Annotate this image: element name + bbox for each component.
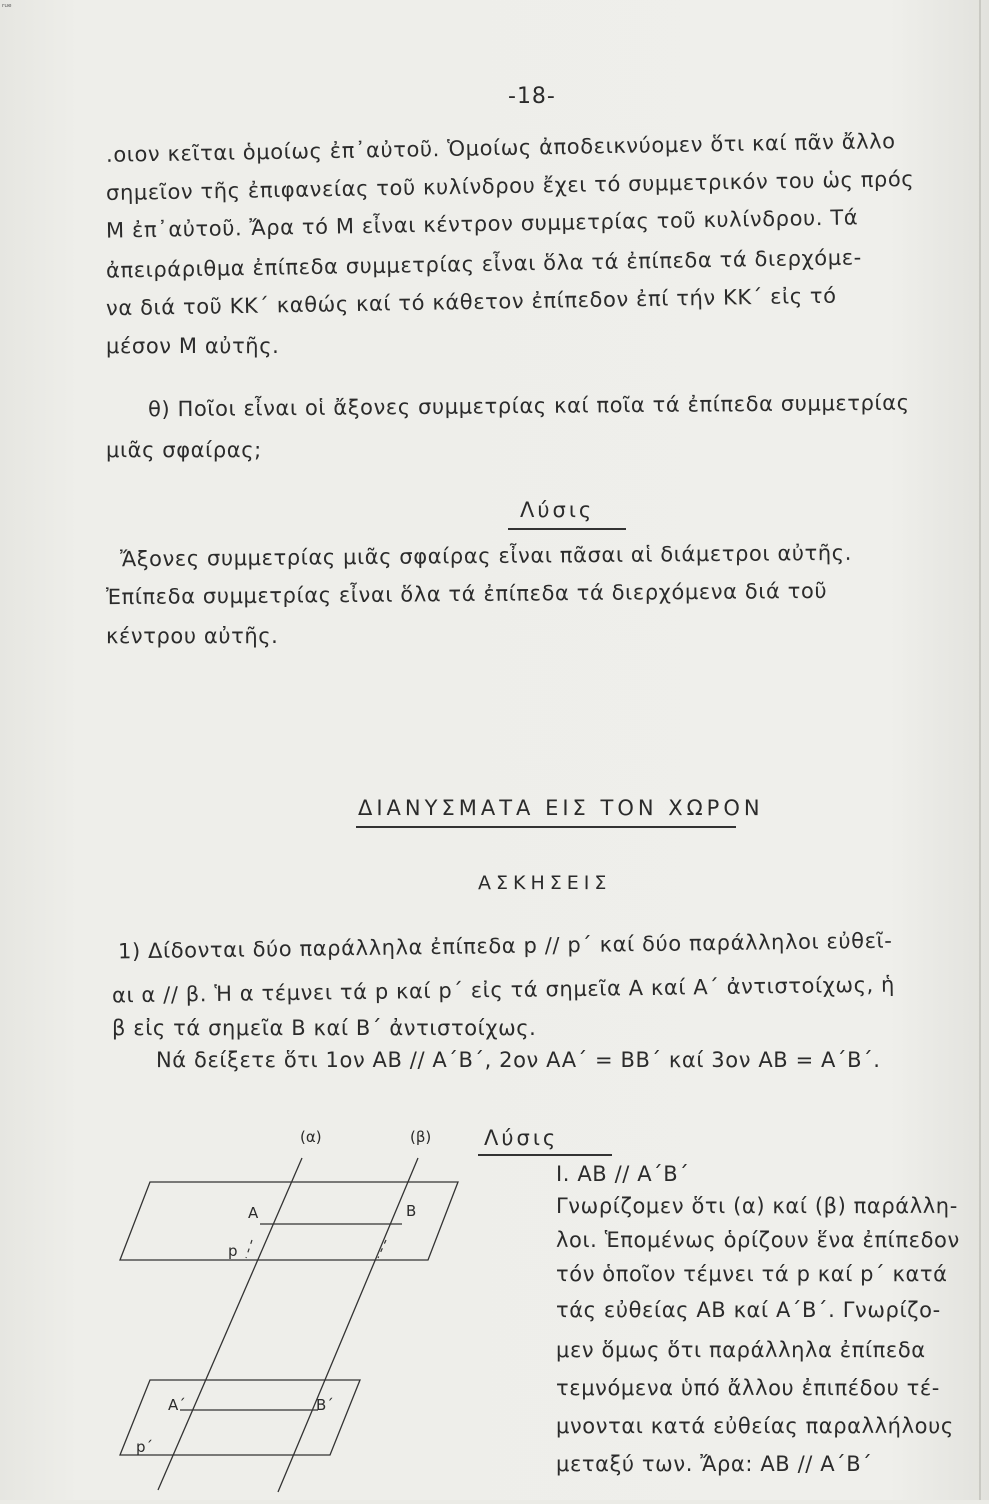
solution-1-heading-underline xyxy=(478,1154,612,1156)
line-b-label: (β) xyxy=(410,1128,432,1146)
text-line: Νά δείξετε ὅτι 1ον AB // A΄B΄, 2ον AA΄ = BB΄ καί 3ον AB = A΄B΄. xyxy=(156,1048,881,1072)
text-line: μεν ὅμως ὅτι παράλληλα ἐπίπεδα xyxy=(556,1338,926,1362)
page-edge-shadow xyxy=(979,0,981,1500)
chapter-title: ΔΙΑΝΥΣΜΑΤΑ ΕΙΣ ΤΟΝ ΧΩΡΟΝ xyxy=(358,796,764,820)
text-line: .οιον κεῖται ὁμοίως ἐπ᾽αὐτοῦ. Ὁμοίως ἀποδεικνύομεν ὅτι καί πᾶν ἄλλο xyxy=(105,129,896,167)
text-line: ἀπειράριθμα ἐπίπεδα συμμετρίας εἶναι ὅλα τά ἐπίπεδα τά διερχόμε- xyxy=(105,245,863,283)
plane-p-prime-label: p΄ xyxy=(136,1438,154,1456)
text-line: κέντρου αὐτῆς. xyxy=(106,624,279,648)
point-b-label: B xyxy=(406,1202,417,1220)
text-line: μεταξύ των. Ἄρα: AB // A΄B΄ xyxy=(556,1452,873,1476)
text-line: σημεῖον τῆς ἐπιφανείας τοῦ κυλίνδρου ἔχει τό συμμετρικόν του ὡς πρός xyxy=(105,166,915,206)
chapter-title-underline xyxy=(356,826,736,828)
text-line: Ἄξονες συμμετρίας μιᾶς σφαίρας εἶναι πᾶσαι αἱ διάμετροι αὐτῆς. xyxy=(119,540,853,572)
figure-svg xyxy=(110,1120,490,1500)
solution-heading: Λύσις xyxy=(520,498,595,522)
text-line: μέσον M αὐτῆς. xyxy=(106,334,280,358)
text-line: β εἰς τά σημεῖα B καί B΄ ἀντιστοίχως. xyxy=(112,1016,537,1040)
solution-1-heading: Λύσις xyxy=(484,1126,559,1150)
line-a-label: (α) xyxy=(300,1128,322,1146)
exercises-title: ΑΣΚΗΣΕΙΣ xyxy=(478,872,612,894)
parallel-planes-figure xyxy=(110,1120,490,1500)
plane-p-label: p xyxy=(228,1242,238,1260)
text-line: τάς εὐθείας AB καί A΄B΄. Γνωρίζο- xyxy=(556,1298,941,1322)
plane-p-prime-outline xyxy=(120,1380,360,1455)
text-line: 1) Δίδονται δύο παράλληλα ἐπίπεδα p // p΄ καί δύο παράλληλοι εὐθεῖ- xyxy=(117,928,893,964)
text-line: λοι. Ἑπομένως ὁρίζουν ἕνα ἐπίπεδον xyxy=(556,1228,960,1252)
text-line: θ) Ποῖοι εἶναι οἱ ἄξονες συμμετρίας καί ποῖα τά ἐπίπεδα συμμετρίας xyxy=(147,390,910,422)
plane-p-outline xyxy=(120,1182,458,1260)
corner-mark: ᵣᵤₑ xyxy=(2,0,12,10)
text-line: μνονται κατά εὐθείας παραλλήλους xyxy=(556,1414,954,1438)
line-a xyxy=(158,1158,302,1490)
text-line: Γνωρίζομεν ὅτι (α) καί (β) παράλλη- xyxy=(556,1194,958,1218)
point-a-prime-label: A΄ xyxy=(168,1396,186,1414)
text-line: αι α // β. Ἡ α τέμνει τά p καί p΄ εἰς τά σημεῖα A καί A΄ ἀντιστοίχως, ἡ xyxy=(111,972,896,1008)
text-line: να διά τοῦ KK΄ καθώς καί τό κάθετον ἐπίπεδον ἐπί τήν KK΄ εἰς τό xyxy=(105,283,837,321)
solution-heading-underline xyxy=(508,528,626,530)
point-b-prime-label: B΄ xyxy=(316,1396,334,1414)
text-line: Ἐπίπεδα συμμετρίας εἶναι ὅλα τά ἐπίπεδα τά διερχόμενα διά τοῦ xyxy=(105,578,828,610)
page-number: -18- xyxy=(508,84,556,109)
text-line: τεμνόμενα ὑπό ἄλλου ἐπιπέδου τέ- xyxy=(556,1376,940,1400)
point-a-label: A xyxy=(248,1204,259,1222)
line-a-hidden xyxy=(246,1240,252,1258)
text-line: μιᾶς σφαίρας; xyxy=(106,438,262,462)
text-line: I. AB // A΄B΄ xyxy=(556,1162,690,1186)
text-line: M ἐπ᾽αὐτοῦ. Ἄρα τό M εἶναι κέντρον συμμετρίας τοῦ κυλίνδρου. Τά xyxy=(105,205,859,243)
line-b xyxy=(278,1158,418,1492)
text-line: τόν ὁποῖον τέμνει τά p καί p΄ κατά xyxy=(556,1262,948,1286)
